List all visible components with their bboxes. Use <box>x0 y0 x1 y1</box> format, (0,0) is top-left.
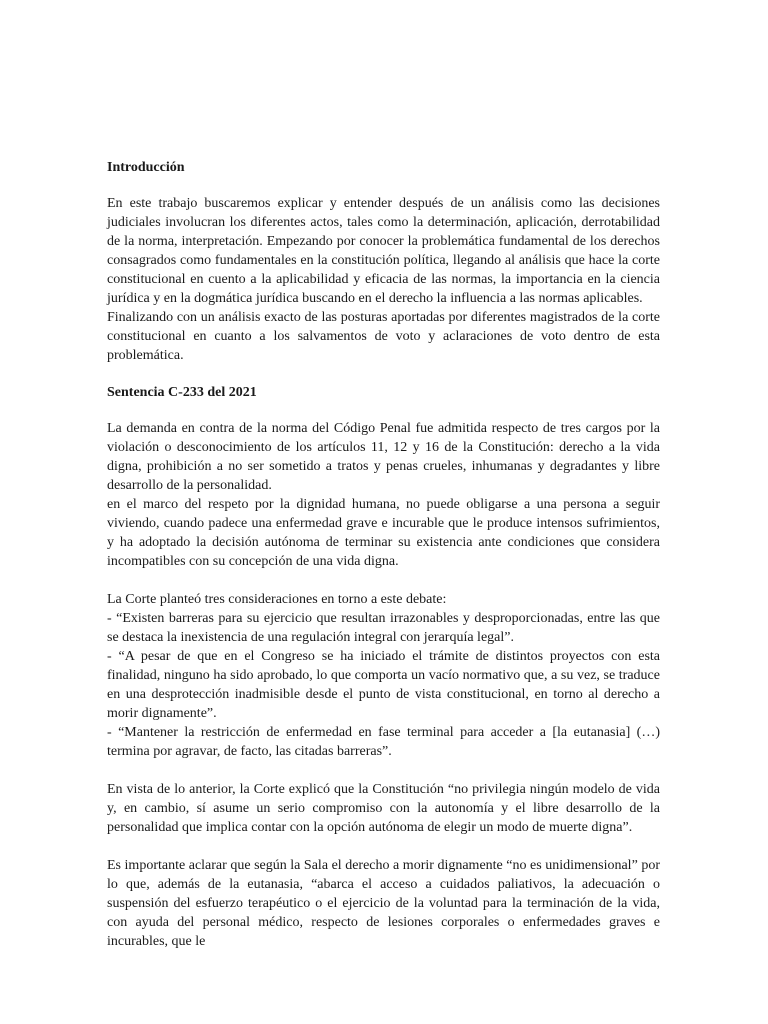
sentencia-paragraph-derecho-morir: Es importante aclarar que según la Sala el derecho a morir dignamente “no es unidimensional” por lo que, además de la eutanasia, “abarca el acceso a cuidados paliativos, la adecuación o suspensión del esfuerzo terapéutico o el ejercicio de la voluntad para la terminación de la vida, con ayuda del personal médico, respecto de lesiones corporales o enfermedades graves e incurables, que le <box>107 858 660 949</box>
document-body <box>107 158 660 951</box>
consideration-item-2: - “A pesar de que en el Congreso se ha iniciado el trámite de distintos proyectos con esta finalidad, ninguno ha sido aprobado, lo que comporta un vacío normativo que, a su vez, se traduce en una desprotección inadmisible desde el punto de vista constitucional, en torno al derecho a morir dignamente”. <box>107 649 660 721</box>
sentencia-paragraph-demanda: La demanda en contra de la norma del Código Penal fue admitida respecto de tres cargos por la violación o desconocimiento de los artículos 11, 12 y 16 de la Constitución: derecho a la vida digna, prohibición a no ser sometido a tratos y penas crueles, inhumanas y degradantes y libre desarrollo de la personalidad. <box>107 421 660 493</box>
intro-paragraph-conclusion: Finalizando con un análisis exacto de las posturas aportadas por diferentes magistrados de la corte constitucional en cuanto a los salvamentos de voto y aclaraciones de voto dentro de esta problemática. <box>107 310 660 363</box>
sentencia-paragraph-dignidad: en el marco del respeto por la dignidad humana, no puede obligarse a una persona a seguir viviendo, cuando padece una enfermedad grave e incurable que le produce intensos sufrimientos, y ha adoptado la decisión autónoma de terminar su existencia ante condiciones que considera incompatibles con su concepción de una vida digna. <box>107 497 660 569</box>
consideration-item-1: - “Existen barreras para su ejercicio que resultan irrazonables y desproporcionadas, entre las que se destaca la inexistencia de una regulación integral con jerarquía legal”. <box>107 611 660 645</box>
intro-paragraph: En este trabajo buscaremos explicar y entender después de un análisis como las decisiones judiciales involucran los diferentes actos, tales como la determinación, aplicación, derrotabilidad de la norma, interpretación. Empezando por conocer la problemática fundamental de los derechos consagrados como fundamentales en la constitución política, llegando al análisis que hace la corte constitucional en cuento a la aplicabilidad y eficacia de las normas, la importancia en la ciencia jurídica y en la dogmática jurídica buscando en el derecho la influencia a las normas aplicables. <box>107 196 660 306</box>
intro-heading: Introducción <box>107 160 185 175</box>
sentencia-heading: Sentencia C-233 del 2021 <box>107 385 257 400</box>
consideration-item-3: - “Mantener la restricción de enfermedad en fase terminal para acceder a [la eutanasia] (…) termina por agravar, de facto, las citadas barreras”. <box>107 725 660 759</box>
sentencia-paragraph-constitucion: En vista de lo anterior, la Corte explicó que la Constitución “no privilegia ningún modelo de vida y, en cambio, sí asume un serio compromiso con la autonomía y el libre desarrollo de la personalidad que implica contar con la opción autónoma de elegir un modo de muerte digna”. <box>107 782 660 835</box>
considerations-intro: La Corte planteó tres consideraciones en torno a este debate: <box>107 592 447 607</box>
